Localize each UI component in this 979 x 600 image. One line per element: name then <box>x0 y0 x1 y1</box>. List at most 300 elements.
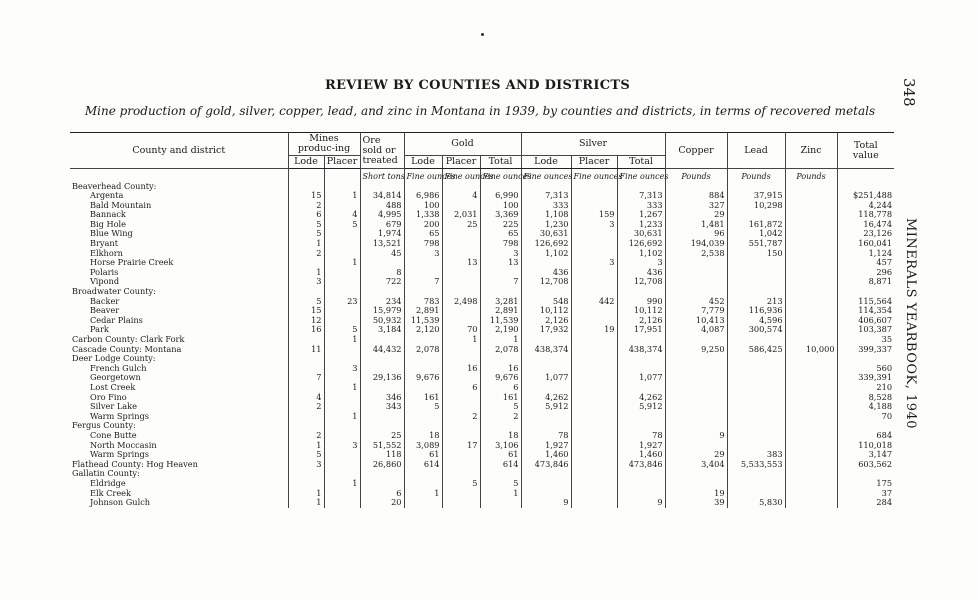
cell-total-value: 603,562 <box>837 460 894 470</box>
cell-silver-total: 17,951 <box>617 325 665 335</box>
cell-gold-lode: 200 <box>404 220 442 230</box>
cell-gold-total: 5 <box>480 479 521 489</box>
cell-gold-lode <box>404 354 442 364</box>
cell-silver-lode: 2,126 <box>521 316 571 326</box>
cell-silver-lode: 1,108 <box>521 210 571 220</box>
header-copper: Copper <box>665 133 727 169</box>
cell-gold-total: 61 <box>480 450 521 460</box>
cell-silver-total: 1,267 <box>617 210 665 220</box>
cell-mines-lode: 15 <box>288 191 324 201</box>
district-row <box>70 201 894 211</box>
cell-gold-lode <box>404 469 442 479</box>
cell-silver-lode: 548 <box>521 297 571 307</box>
cell-ore: 118 <box>360 450 404 460</box>
cell-silver-placer <box>571 402 617 412</box>
row-name: Elkhorn <box>90 247 123 258</box>
cell-mines-placer <box>324 421 360 431</box>
cell-silver-lode: 1,077 <box>521 373 571 383</box>
cell-copper: 884 <box>665 191 727 201</box>
cell-silver-lode: 5,912 <box>521 402 571 412</box>
cell-total-value: 103,387 <box>837 325 894 335</box>
unit-lead: Pounds <box>727 169 785 182</box>
cell-ore: 25 <box>360 431 404 441</box>
cell-zinc <box>785 229 837 239</box>
cell-copper <box>665 268 727 278</box>
cell-copper: 7,779 <box>665 306 727 316</box>
cell-copper <box>665 383 727 393</box>
cell-silver-total <box>617 354 665 364</box>
unit-ore: Short tons <box>360 169 404 182</box>
header-ore: Ore sold or treated <box>360 133 404 169</box>
cell-silver-total: 1,460 <box>617 450 665 460</box>
cell-mines-lode <box>288 354 324 364</box>
cell-mines-placer: 1 <box>324 383 360 393</box>
cell-silver-placer: 19 <box>571 325 617 335</box>
cell-lead <box>727 383 785 393</box>
cell-zinc <box>785 182 837 192</box>
cell-gold-total: 2,891 <box>480 306 521 316</box>
cell-zinc <box>785 364 837 374</box>
unit-zinc: Pounds <box>785 169 837 182</box>
cell-gold-placer <box>442 306 480 316</box>
cell-silver-lode: 12,708 <box>521 277 571 287</box>
cell-mines-lode: 5 <box>288 450 324 460</box>
cell-silver-lode <box>521 412 571 422</box>
cell-mines-placer <box>324 345 360 355</box>
cell-gold-placer <box>442 239 480 249</box>
cell-silver-placer <box>571 364 617 374</box>
cell-gold-lode: 6,986 <box>404 191 442 201</box>
district-row <box>70 258 894 268</box>
cell-gold-total: 3,369 <box>480 210 521 220</box>
cell-silver-lode <box>521 479 571 489</box>
cell-silver-placer <box>571 345 617 355</box>
cell-mines-lode: 1 <box>288 239 324 249</box>
cell-total-value: 684 <box>837 431 894 441</box>
cell-mines-placer: 4 <box>324 210 360 220</box>
cell-mines-placer: 1 <box>324 479 360 489</box>
cell-mines-placer: 3 <box>324 364 360 374</box>
cell-gold-placer: 17 <box>442 441 480 451</box>
cell-silver-placer <box>571 354 617 364</box>
cell-gold-placer <box>442 268 480 278</box>
cell-gold-lode: 2,891 <box>404 306 442 316</box>
cell-ore <box>360 354 404 364</box>
cell-gold-total: 100 <box>480 201 521 211</box>
cell-total-value: 560 <box>837 364 894 374</box>
cell-gold-lode: 9,676 <box>404 373 442 383</box>
cell-total-value: 115,564 <box>837 297 894 307</box>
cell-lead: 5,830 <box>727 498 785 508</box>
county-row <box>70 460 894 470</box>
row-name: Lost Creek <box>90 381 136 392</box>
cell-gold-placer <box>442 421 480 431</box>
cell-total-value: 457 <box>837 258 894 268</box>
cell-zinc <box>785 450 837 460</box>
unit-silver-total: Fine ounces <box>617 169 665 182</box>
cell-silver-lode: 436 <box>521 268 571 278</box>
cell-total-value: 35 <box>837 335 894 345</box>
district-row <box>70 364 894 374</box>
cell-gold-placer <box>442 498 480 508</box>
row-name: Fergus County: <box>72 420 136 431</box>
cell-silver-placer <box>571 335 617 345</box>
cell-silver-total: 10,112 <box>617 306 665 316</box>
unit-silver-placer: Fine ounces <box>571 169 617 182</box>
cell-gold-lode: 614 <box>404 460 442 470</box>
cell-silver-placer <box>571 469 617 479</box>
cell-silver-lode: 1,460 <box>521 450 571 460</box>
header-lead: Lead <box>727 133 785 169</box>
cell-mines-lode: 3 <box>288 277 324 287</box>
cell-zinc <box>785 239 837 249</box>
cell-silver-placer <box>571 498 617 508</box>
cell-silver-placer: 442 <box>571 297 617 307</box>
cell-zinc <box>785 373 837 383</box>
cell-zinc <box>785 460 837 470</box>
cell-silver-lode: 78 <box>521 431 571 441</box>
units-row <box>70 169 894 182</box>
cell-mines-placer: 5 <box>324 220 360 230</box>
cell-ore: 1,974 <box>360 229 404 239</box>
cell-ore: 3,184 <box>360 325 404 335</box>
cell-mines-lode: 4 <box>288 393 324 403</box>
row-name: Polaris <box>90 266 119 277</box>
cell-mines-placer: 1 <box>324 258 360 268</box>
district-row <box>70 268 894 278</box>
unit-gold-placer: Fine ounces <box>442 169 480 182</box>
cell-copper: 29 <box>665 450 727 460</box>
cell-copper: 39 <box>665 498 727 508</box>
row-name: French Gulch <box>90 362 147 373</box>
cell-total-value: 4,188 <box>837 402 894 412</box>
cell-gold-placer: 5 <box>442 479 480 489</box>
header-county: County and district <box>70 133 288 169</box>
cell-gold-lode: 3 <box>404 249 442 259</box>
cell-total-value: 8,528 <box>837 393 894 403</box>
cell-lead <box>727 421 785 431</box>
cell-gold-total: 65 <box>480 229 521 239</box>
cell-total-value: 16,474 <box>837 220 894 230</box>
unit-gold-lode: Fine ounces <box>404 169 442 182</box>
cell-mines-lode <box>288 412 324 422</box>
cell-total-value: 399,337 <box>837 345 894 355</box>
county-row <box>70 345 894 355</box>
cell-gold-total: 3,106 <box>480 441 521 451</box>
cell-lead <box>727 268 785 278</box>
cell-gold-total: 5 <box>480 402 521 412</box>
district-row <box>70 383 894 393</box>
cell-gold-placer: 16 <box>442 364 480 374</box>
cell-mines-lode: 6 <box>288 210 324 220</box>
cell-gold-total: 11,539 <box>480 316 521 326</box>
cell-silver-total: 1,927 <box>617 441 665 451</box>
cell-ore <box>360 469 404 479</box>
header-silver: Silver <box>521 133 665 156</box>
cell-gold-total: 6,990 <box>480 191 521 201</box>
cell-mines-lode: 2 <box>288 249 324 259</box>
cell-silver-lode: 438,374 <box>521 345 571 355</box>
cell-copper: 9,250 <box>665 345 727 355</box>
cell-ore: 8 <box>360 268 404 278</box>
cell-silver-total: 4,262 <box>617 393 665 403</box>
cell-silver-placer <box>571 182 617 192</box>
cell-zinc <box>785 393 837 403</box>
cell-zinc <box>785 354 837 364</box>
cell-silver-total: 436 <box>617 268 665 278</box>
row-name: Vipond <box>90 276 120 287</box>
cell-gold-lode: 7 <box>404 277 442 287</box>
cell-mines-lode: 12 <box>288 316 324 326</box>
cell-silver-total: 5,912 <box>617 402 665 412</box>
cell-ore <box>360 412 404 422</box>
cell-silver-total: 9 <box>617 498 665 508</box>
cell-silver-placer: 3 <box>571 220 617 230</box>
cell-copper: 1,481 <box>665 220 727 230</box>
cell-gold-lode: 2,120 <box>404 325 442 335</box>
cell-lead: 161,872 <box>727 220 785 230</box>
cell-lead: 213 <box>727 297 785 307</box>
cell-silver-placer <box>571 431 617 441</box>
cell-ore: 346 <box>360 393 404 403</box>
cell-copper <box>665 373 727 383</box>
header-mines-lode: Lode <box>288 156 324 169</box>
row-name: Cascade County: Montana <box>72 343 182 354</box>
cell-gold-total: 2,078 <box>480 345 521 355</box>
cell-lead <box>727 469 785 479</box>
district-row <box>70 393 894 403</box>
cell-zinc <box>785 412 837 422</box>
unit-silver-lode: Fine ounces <box>521 169 571 182</box>
cell-total-value: 110,018 <box>837 441 894 451</box>
cell-ore: 34,814 <box>360 191 404 201</box>
county-row <box>70 469 894 479</box>
cell-gold-total: 6 <box>480 383 521 393</box>
cell-lead <box>727 373 785 383</box>
cell-silver-total: 3 <box>617 258 665 268</box>
cell-silver-placer <box>571 229 617 239</box>
cell-silver-placer <box>571 450 617 460</box>
cell-mines-lode: 2 <box>288 201 324 211</box>
cell-gold-lode: 65 <box>404 229 442 239</box>
header-zinc: Zinc <box>785 133 837 169</box>
cell-mines-placer: 23 <box>324 297 360 307</box>
cell-silver-placer <box>571 489 617 499</box>
header-gold-placer: Placer <box>442 156 480 169</box>
cell-silver-total: 1,102 <box>617 249 665 259</box>
cell-copper: 194,039 <box>665 239 727 249</box>
table-caption: Mine production of gold, silver, copper, lead, and zinc in Montana in 1939, by counties and districts, in terms of recovered metals <box>84 104 876 118</box>
cell-total-value: 3,147 <box>837 450 894 460</box>
cell-lead <box>727 354 785 364</box>
cell-zinc <box>785 191 837 201</box>
cell-ore: 234 <box>360 297 404 307</box>
cell-gold-total: 798 <box>480 239 521 249</box>
cell-mines-lode: 2 <box>288 402 324 412</box>
cell-zinc <box>785 402 837 412</box>
cell-silver-placer: 3 <box>571 258 617 268</box>
cell-total-value: 23,126 <box>837 229 894 239</box>
cell-mines-lode: 16 <box>288 325 324 335</box>
cell-mines-placer <box>324 460 360 470</box>
cell-total-value: 8,871 <box>837 277 894 287</box>
district-row <box>70 249 894 259</box>
cell-total-value: 160,041 <box>837 239 894 249</box>
header-value: Total value <box>837 133 894 169</box>
cell-silver-lode: 4,262 <box>521 393 571 403</box>
cell-gold-lode: 18 <box>404 431 442 441</box>
cell-gold-placer <box>442 345 480 355</box>
row-name: Beaver <box>90 305 120 316</box>
cell-lead <box>727 412 785 422</box>
cell-gold-placer: 70 <box>442 325 480 335</box>
cell-silver-placer: 159 <box>571 210 617 220</box>
cell-gold-lode: 161 <box>404 393 442 403</box>
cell-zinc <box>785 306 837 316</box>
cell-zinc <box>785 431 837 441</box>
cell-mines-placer <box>324 268 360 278</box>
cell-mines-lode: 5 <box>288 297 324 307</box>
row-name: Oro Fino <box>90 391 127 402</box>
running-head: MINERALS YEARBOOK, 1940 <box>903 218 918 430</box>
cell-mines-placer <box>324 239 360 249</box>
cell-silver-total: 990 <box>617 297 665 307</box>
cell-ore: 15,979 <box>360 306 404 316</box>
cell-mines-placer <box>324 450 360 460</box>
district-row <box>70 498 894 508</box>
table-body <box>70 169 894 508</box>
cell-silver-placer <box>571 393 617 403</box>
header-mines-placer: Placer <box>324 156 360 169</box>
cell-silver-total: 30,631 <box>617 229 665 239</box>
cell-lead: 10,298 <box>727 201 785 211</box>
cell-lead: 300,574 <box>727 325 785 335</box>
row-name: Bryant <box>90 238 119 249</box>
row-name: Beaverhead County: <box>72 180 157 191</box>
cell-gold-lode: 100 <box>404 201 442 211</box>
cell-gold-total: 16 <box>480 364 521 374</box>
row-name: Deer Lodge County: <box>72 353 156 364</box>
cell-gold-total: 13 <box>480 258 521 268</box>
cell-silver-placer <box>571 239 617 249</box>
cell-lead: 586,425 <box>727 345 785 355</box>
cell-mines-lode: 1 <box>288 498 324 508</box>
cell-zinc <box>785 249 837 259</box>
row-name: Flathead County: Hog Heaven <box>72 458 198 469</box>
cell-silver-lode <box>521 354 571 364</box>
row-name: Broadwater County: <box>72 286 156 297</box>
cell-zinc <box>785 220 837 230</box>
cell-gold-total: 3,281 <box>480 297 521 307</box>
cell-silver-total: 1,077 <box>617 373 665 383</box>
cell-mines-lode: 7 <box>288 373 324 383</box>
cell-copper: 19 <box>665 489 727 499</box>
cell-ore: 51,552 <box>360 441 404 451</box>
cell-zinc <box>785 479 837 489</box>
cell-copper <box>665 364 727 374</box>
cell-mines-lode: 5 <box>288 220 324 230</box>
header-gold: Gold <box>404 133 521 156</box>
cell-silver-lode: 17,932 <box>521 325 571 335</box>
cell-ore: 13,521 <box>360 239 404 249</box>
cell-zinc <box>785 258 837 268</box>
cell-silver-lode: 1,927 <box>521 441 571 451</box>
cell-total-value: 118,778 <box>837 210 894 220</box>
cell-mines-lode: 5 <box>288 229 324 239</box>
cell-mines-lode: 1 <box>288 441 324 451</box>
cell-gold-total: 7 <box>480 277 521 287</box>
cell-mines-lode: 11 <box>288 345 324 355</box>
row-name: Carbon County: Clark Fork <box>72 334 185 344</box>
cell-ore: 722 <box>360 277 404 287</box>
row-name: Cone Butte <box>90 429 137 440</box>
cell-lead <box>727 402 785 412</box>
cell-total-value: 284 <box>837 498 894 508</box>
cell-gold-placer: 4 <box>442 191 480 201</box>
cell-silver-total <box>617 412 665 422</box>
county-row <box>70 354 894 364</box>
cell-silver-lode: 473,846 <box>521 460 571 470</box>
cell-silver-total: 1,233 <box>617 220 665 230</box>
cell-gold-total <box>480 498 521 508</box>
cell-copper <box>665 258 727 268</box>
cell-silver-total: 2,126 <box>617 316 665 326</box>
cell-total-value: 175 <box>837 479 894 489</box>
cell-gold-total: 1 <box>480 335 521 345</box>
cell-mines-placer: 1 <box>324 191 360 201</box>
cell-gold-placer <box>442 229 480 239</box>
cell-lead: 5,533,553 <box>727 460 785 470</box>
row-name: Johnson Gulch <box>90 497 151 508</box>
cell-total-value: $251,488 <box>837 191 894 201</box>
cell-gold-total: 9,676 <box>480 373 521 383</box>
cell-copper <box>665 393 727 403</box>
cell-gold-total: 3 <box>480 249 521 259</box>
row-name: Eldridge <box>90 477 126 488</box>
cell-zinc <box>785 383 837 393</box>
row-name: Horse Prairie Creek <box>90 257 174 268</box>
unit-copper: Pounds <box>665 169 727 182</box>
cell-copper: 9 <box>665 431 727 441</box>
cell-gold-placer: 6 <box>442 383 480 393</box>
cell-silver-placer <box>571 421 617 431</box>
cell-gold-lode <box>404 498 442 508</box>
cell-gold-lode: 798 <box>404 239 442 249</box>
district-row <box>70 373 894 383</box>
cell-silver-lode: 7,313 <box>521 191 571 201</box>
cell-mines-lode: 2 <box>288 431 324 441</box>
cell-silver-lode: 126,692 <box>521 239 571 249</box>
cell-copper <box>665 421 727 431</box>
cell-silver-lode <box>521 469 571 479</box>
cell-ore: 26,860 <box>360 460 404 470</box>
cell-ore: 44,432 <box>360 345 404 355</box>
cell-mines-placer <box>324 498 360 508</box>
cell-gold-placer: 1 <box>442 335 480 345</box>
cell-zinc <box>785 297 837 307</box>
district-row <box>70 277 894 287</box>
cell-ore: 45 <box>360 249 404 259</box>
row-name: Warm Springs <box>90 449 149 460</box>
district-row <box>70 325 894 335</box>
cell-total-value: 4,244 <box>837 201 894 211</box>
cell-zinc <box>785 441 837 451</box>
district-row <box>70 402 894 412</box>
cell-copper: 96 <box>665 229 727 239</box>
cell-silver-placer <box>571 373 617 383</box>
header-mines: Mines produc-ing <box>288 133 360 156</box>
cell-gold-total: 2,190 <box>480 325 521 335</box>
